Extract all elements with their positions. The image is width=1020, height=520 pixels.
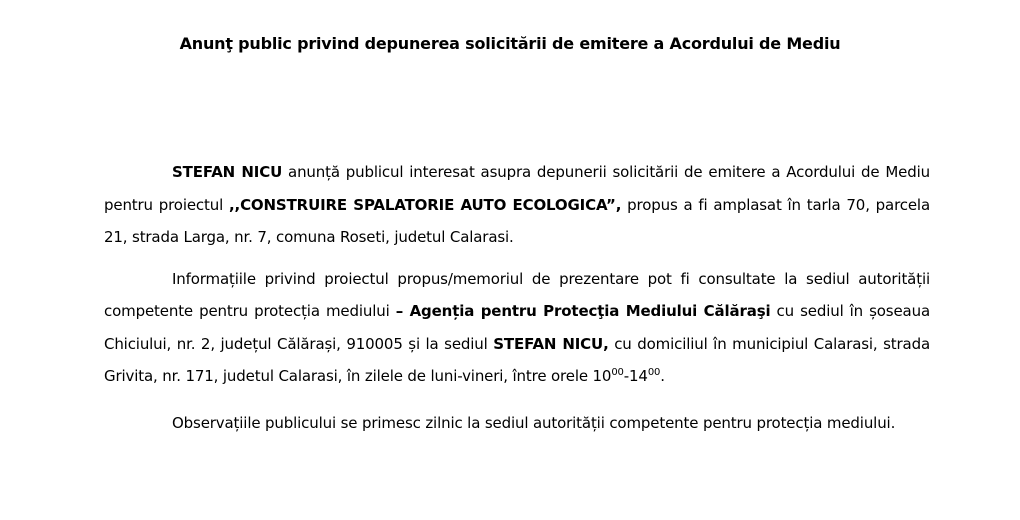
hour-end-minutes: 00	[647, 367, 661, 378]
hour-start: 10	[592, 367, 612, 385]
hour-end: 14	[629, 367, 648, 385]
paragraph-text: propus a fi amplasat în tarla 70, parcela 21, strada Larga, nr. 7, comuna Roseti, judetul Calarasi.	[104, 195, 930, 246]
paragraph-text: cu sediul în șoseaua Chiciului, nr. 2, județul Călărași, 910005 și la sediul	[104, 302, 930, 353]
hour-separator: -	[623, 367, 630, 385]
paragraph-application	[104, 156, 930, 254]
applicant-name: STEFAN NICU	[172, 163, 283, 181]
paragraph-text: anunță publicul interesat asupra depunerii solicitării de emitere a Acordului de Mediu pentru proiectul	[104, 163, 930, 214]
paragraph-text: Informațiile privind proiectul propus/memoriul de prezentare pot fi consultate la sediul autorității competente pentru protecția mediului	[104, 269, 930, 320]
project-name: ,,CONSTRUIRE SPALATORIE AUTO ECOLOGICA”,	[228, 195, 622, 214]
paragraph-observations: Observațiile publicului se primesc zilnic la sediul autorității competente pentru protecția mediului.	[172, 413, 896, 432]
paragraph-text: .	[660, 367, 665, 385]
page-title: Anunţ public privind depunerea solicitării de emitere a Acordului de Mediu	[179, 34, 841, 53]
paragraph-text: cu domiciliul în municipiul Calarasi, strada Grivita, nr. 171, judetul Calarasi, în zilele de luni-vineri, între orele	[104, 334, 930, 385]
hour-start-minutes: 00	[611, 367, 624, 378]
agency-name: Agenția pentru Protecţia Mediului Călăraşi	[403, 302, 771, 320]
announcement-body	[104, 156, 930, 439]
applicant-name: STEFAN NICU,	[493, 334, 609, 353]
paragraph-consultation	[104, 263, 930, 393]
dash: –	[395, 302, 404, 320]
